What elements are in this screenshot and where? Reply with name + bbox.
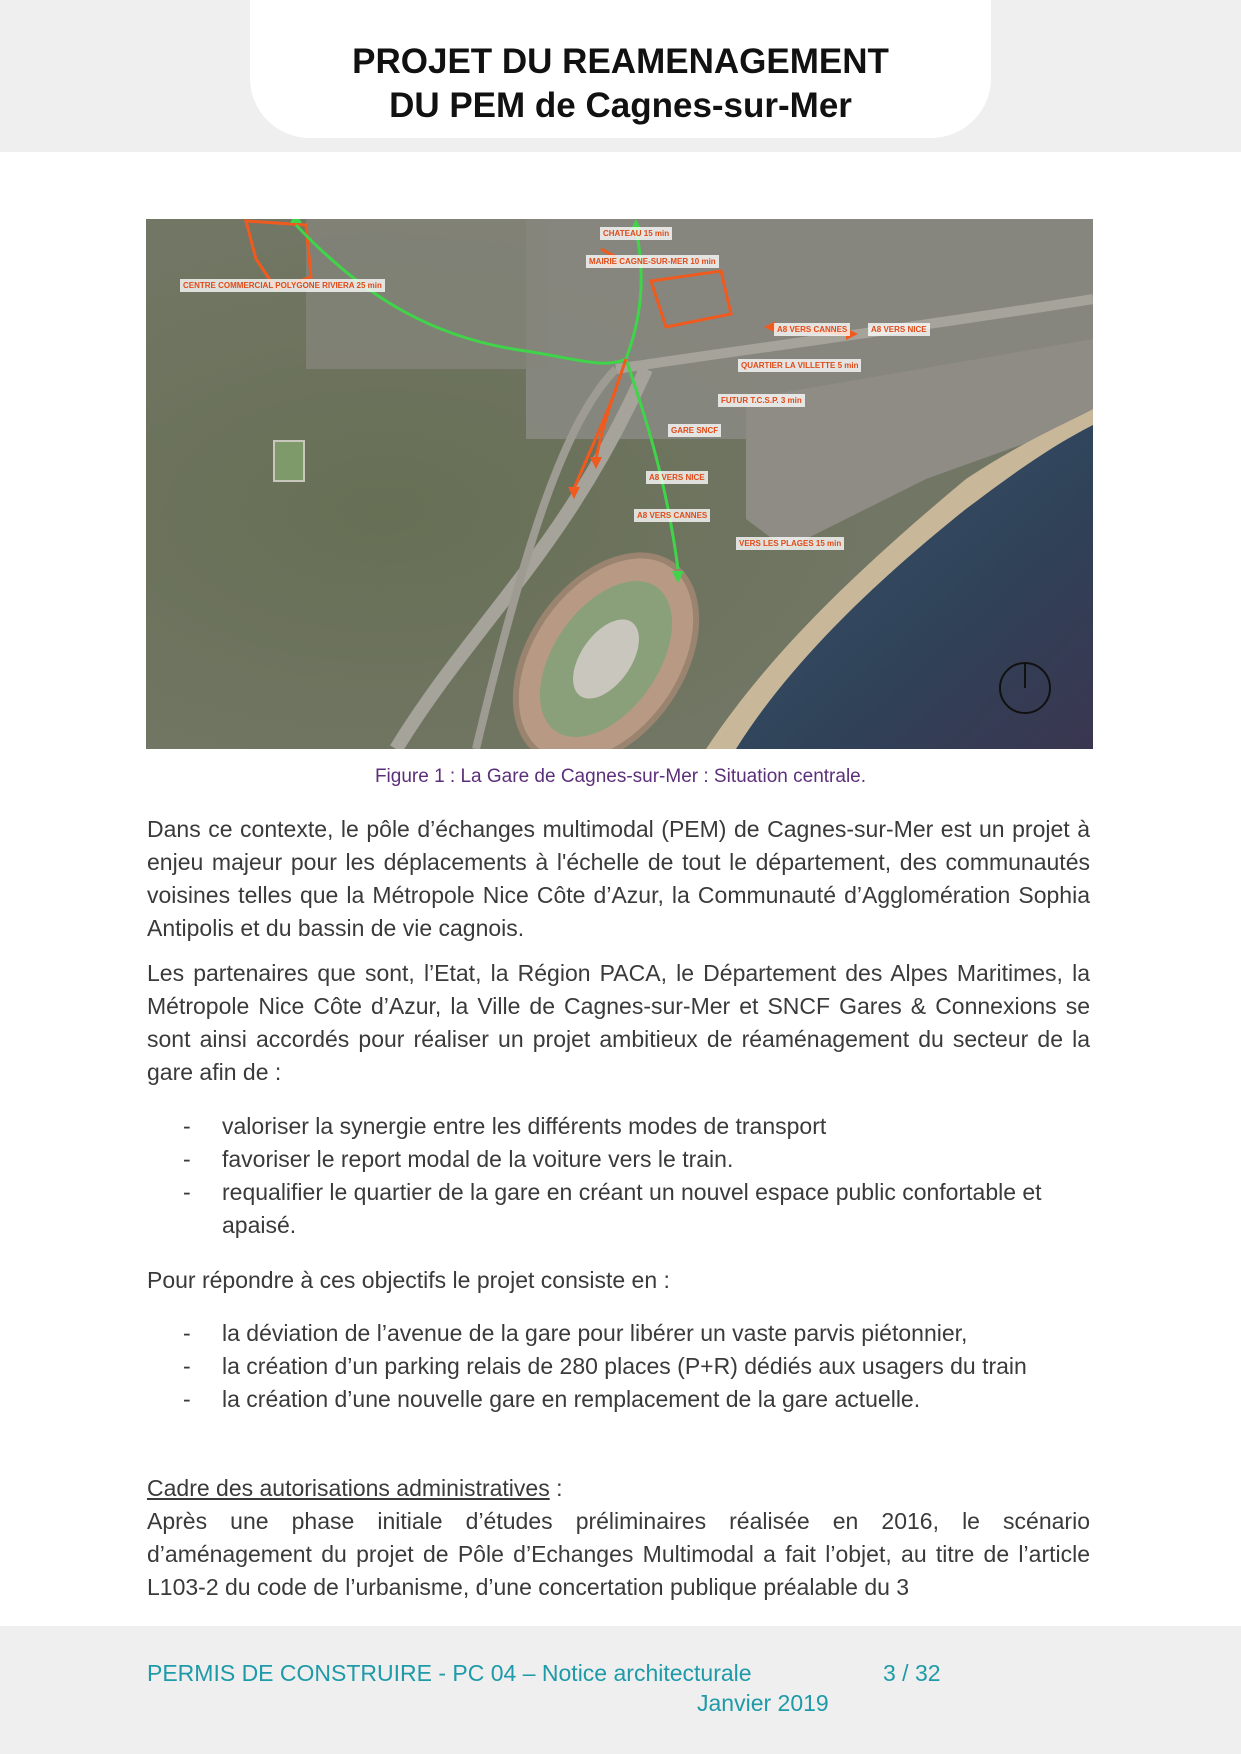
label-a8-cannes-top: A8 VERS CANNES [774,323,850,336]
label-a8-nice-top: A8 VERS NICE [868,323,930,336]
figure-caption: Figure 1 : La Gare de Cagnes-sur-Mer : Situation centrale. [374,766,867,787]
list-item [147,1350,1090,1383]
section-heading-suffix: : [549,1475,563,1501]
dash: - [183,1353,191,1379]
list-item-text: requalifier le quartier de la gare en créant un nouvel espace public confortable et apaisé. [222,1179,1042,1238]
paragraph-administrative: Après une phase initiale d’études préliminaires réalisée en 2016, le scénario d’aménagement du projet de Pôle d’Echanges Multimodal a fait l’objet, au titre de l’article L103-2 du code de l’urbanisme, d’une concertation publique préalable du 3 [147,1508,1090,1600]
aerial-map-image [146,219,1093,749]
title-line-2: DU PEM de Cagnes-sur-Mer [389,86,852,125]
list-item-text: la création d’un parking relais de 280 places (P+R) dédiés aux usagers du train [222,1353,1027,1379]
footer-date: Janvier 2019 [697,1690,829,1716]
dash: - [183,1146,191,1172]
footer-page-number: 3 / 32 [883,1660,941,1686]
paragraph-response: Pour répondre à ces objectifs le projet consiste en : [147,1267,670,1293]
section-heading-text: Cadre des autorisations administratives [147,1475,550,1501]
aerial-map-figure [146,219,1093,749]
dash: - [183,1386,191,1412]
list-item [147,1317,1090,1350]
dash: - [183,1179,191,1205]
label-chateau: CHATEAU 15 min [600,227,672,240]
objectives-list [147,1110,1090,1242]
label-plages: VERS LES PLAGES 15 min [736,537,844,550]
page-title [0,40,1241,128]
list-item-text: la création d’une nouvelle gare en remplacement de la gare actuelle. [222,1386,921,1412]
label-futur: FUTUR T.C.S.P. 3 min [718,394,805,407]
footer-document-title: PERMIS DE CONSTRUIRE - PC 04 – Notice architecturale [147,1660,752,1686]
label-gare: GARE SNCF [668,424,721,437]
dash: - [183,1113,191,1139]
list-item [147,1110,1090,1143]
footer-band [0,1626,1241,1754]
list-item [147,1176,1090,1242]
dash: - [183,1320,191,1346]
paragraph-partners: Les partenaires que sont, l’Etat, la Région PACA, le Département des Alpes Maritimes, la Métropole Nice Côte d’Azur, la Ville de Cagnes-sur-Mer et SNCF Gares & Connexions se sont ainsi accordés pour réaliser un projet ambitieux de réaménagement du secteur de la gare afin de : [147,960,1090,1085]
title-line-1: PROJET DU REAMENAGEMENT [352,42,889,81]
list-item-text: favoriser le report modal de la voiture vers le train. [222,1146,734,1172]
list-item-text: valoriser la synergie entre les différents modes de transport [222,1113,827,1139]
label-a8-cannes-mid: A8 VERS CANNES [634,509,710,522]
list-item [147,1383,1090,1416]
project-list [147,1317,1090,1416]
label-mairie: MAIRIE CAGNE-SUR-MER 10 min [586,255,719,268]
label-centre-commercial: CENTRE COMMERCIAL POLYGONE RIVIERA 25 min [180,279,385,292]
label-quartier: QUARTIER LA VILLETTE 5 min [738,359,861,372]
label-a8-nice-mid: A8 VERS NICE [646,471,708,484]
list-item [147,1143,1090,1176]
section-heading [147,1472,1090,1505]
list-item-text: la déviation de l’avenue de la gare pour libérer un vaste parvis piétonnier, [222,1320,968,1346]
paragraph-context: Dans ce contexte, le pôle d’échanges multimodal (PEM) de Cagnes-sur-Mer est un projet à enjeu majeur pour les déplacements à l'échelle de tout le département, des communautés voisines telles que la Métropole Nice Côte d’Azur, la Communauté d’Agglomération Sophia Antipolis et du bassin de vie cagnois. [147,816,1090,941]
